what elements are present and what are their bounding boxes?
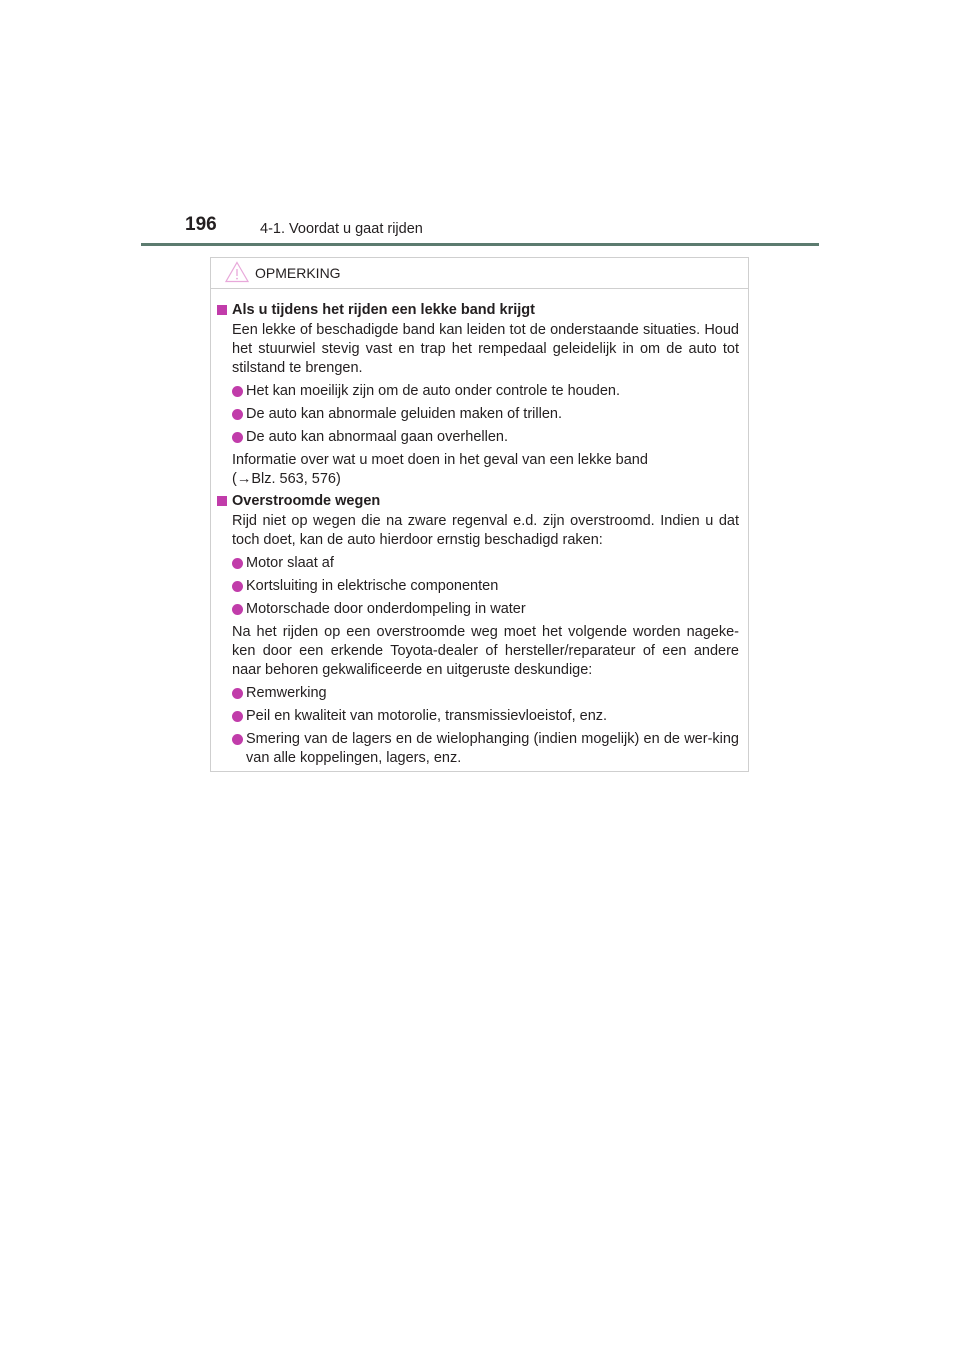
list-item: Smering van de lagers en de wielophanging (indien mogelijk) en de wer-king van alle koppelingen, lagers, enz. xyxy=(215,730,739,768)
round-bullet-icon xyxy=(232,386,243,397)
list-item: Motor slaat af xyxy=(215,554,739,573)
round-bullet-icon xyxy=(232,604,243,615)
notice-body xyxy=(211,289,748,768)
paragraph: Informatie over wat u moet doen in het geval van een lekke band xyxy=(232,452,648,468)
notice-box xyxy=(210,257,749,772)
list-item: De auto kan abnormale geluiden maken of trillen. xyxy=(215,405,739,424)
round-bullet-icon xyxy=(232,688,243,699)
list-item: Peil en kwaliteit van motorolie, transmissievloeistof, enz. xyxy=(215,707,739,726)
round-bullet-icon xyxy=(232,432,243,443)
section-title: 4-1. Voordat u gaat rijden xyxy=(260,221,423,237)
paragraph: Na het rijden op een overstroomde weg moet het volgende worden nageke-ken door een erkende Toyota-dealer of hersteller/reparateur of een andere naar behoren gekwalificeerde en uitgeruste deskundige: xyxy=(232,624,739,678)
list-item: Kortsluiting in elektrische componenten xyxy=(215,577,739,596)
notice-title: OPMERKING xyxy=(255,265,341,281)
notice-header xyxy=(211,258,748,289)
round-bullet-icon xyxy=(232,409,243,420)
page-number: 196 xyxy=(185,214,217,235)
section-heading: Overstroomde wegen xyxy=(215,492,739,511)
page-header xyxy=(0,0,960,250)
square-bullet-icon xyxy=(217,305,227,315)
square-bullet-icon xyxy=(217,496,227,506)
round-bullet-icon xyxy=(232,558,243,569)
round-bullet-icon xyxy=(232,711,243,722)
round-bullet-icon xyxy=(232,734,243,745)
list-item: Motorschade door onderdompeling in water xyxy=(215,600,739,619)
page-reference: (→Blz. 563, 576) xyxy=(232,471,341,487)
paragraph: Een lekke of beschadigde band kan leiden tot de onderstaande situaties. Houd het stuurwiel stevig vast en trap het rempedaal geleidelijk in om de auto tot stilstand te brengen. xyxy=(232,322,739,376)
paragraph: Rijd niet op wegen die na zware regenval e.d. zijn overstroomd. Indien u dat toch doet, kan de auto hierdoor ernstig beschadigd raken: xyxy=(232,513,739,548)
list-item: Remwerking xyxy=(215,684,739,703)
round-bullet-icon xyxy=(232,581,243,592)
warning-triangle-icon xyxy=(225,261,249,283)
list-item: De auto kan abnormaal gaan overhellen. xyxy=(215,428,739,447)
header-rule xyxy=(141,243,819,246)
section-heading: Als u tijdens het rijden een lekke band krijgt xyxy=(215,301,739,320)
list-item: Het kan moeilijk zijn om de auto onder controle te houden. xyxy=(215,382,739,401)
